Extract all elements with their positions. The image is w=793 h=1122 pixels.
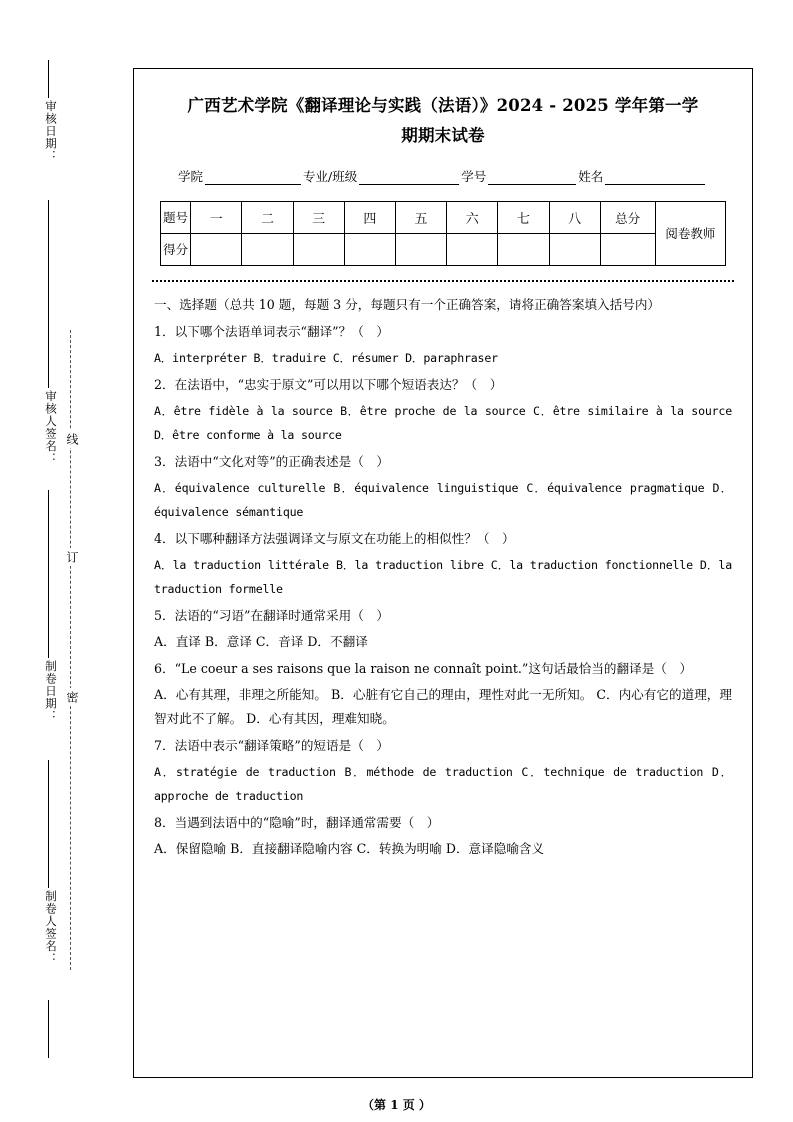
score-table-col-4: 四 bbox=[344, 202, 395, 234]
score-table-col-3: 三 bbox=[293, 202, 344, 234]
score-table-head-question bbox=[161, 202, 191, 234]
score-cell-6[interactable] bbox=[447, 234, 498, 266]
label-name: 姓名 bbox=[578, 169, 604, 184]
label-college: 学院 bbox=[178, 169, 204, 184]
score-table-col-1: 一 bbox=[191, 202, 242, 234]
question-options-1[interactable]: A．interpréter B．traduire C．résumer D．paraphraser bbox=[154, 351, 498, 365]
question-options-4[interactable]: A．la traduction littérale B．la traduction libre C．la traduction fonctionnelle D．la traduction formelle bbox=[154, 558, 732, 596]
score-table bbox=[160, 201, 726, 266]
page-title bbox=[156, 91, 730, 151]
question-stem-6: 6．“Le coeur a ses raisons que la raison ne connaît point.”这句话最恰当的翻译是（ ） bbox=[154, 661, 693, 676]
score-table-grader-cell[interactable]: 阅卷教师 bbox=[655, 202, 725, 266]
score-table-head-question-text: 题号 bbox=[163, 210, 189, 225]
field-name[interactable] bbox=[605, 171, 705, 185]
score-table-head-score bbox=[161, 234, 191, 266]
score-table-row-numbers bbox=[161, 202, 726, 234]
seal-word-ding: 订 bbox=[64, 548, 81, 566]
score-cell-4[interactable] bbox=[344, 234, 395, 266]
margin-label-producer-signature: 制卷人签名： bbox=[44, 890, 56, 965]
field-college[interactable] bbox=[205, 171, 301, 185]
score-cell-3[interactable] bbox=[293, 234, 344, 266]
question-options-6[interactable]: A．心有其理，非理之所能知。 B．心脏有它自己的理由，理性对此一无所知。 C．内心有它的道理，理智对此不了解。 D．心有其因，理难知晓。 bbox=[154, 687, 732, 726]
question-stem-1: 1．以下哪个法语单词表示“翻译”？（ ） bbox=[154, 324, 389, 339]
margin-rule-mid-1 bbox=[48, 200, 49, 388]
dotted-separator bbox=[152, 280, 734, 282]
margin-label-production-date: 制卷日期： bbox=[44, 660, 56, 723]
score-table-col-total: 总分 bbox=[600, 202, 655, 234]
section-heading: 一、选择题（总共 10 题，每题 3 分，每题只有一个正确答案，请将正确答案填入括号内） bbox=[154, 297, 661, 312]
question-stem-2: 2．在法语中，“忠实于原文”可以用以下哪个短语表达？（ ） bbox=[154, 377, 503, 392]
exam-paper-frame bbox=[133, 68, 753, 1078]
margin-rule-bottom-1 bbox=[48, 1000, 49, 1058]
question-options-2[interactable]: A．être fidèle à la source B．être proche de la source C．être similaire à la source D．être conforme à la source bbox=[154, 404, 732, 442]
score-cell-total[interactable] bbox=[600, 234, 655, 266]
score-table-col-6: 六 bbox=[447, 202, 498, 234]
score-table-col-7: 七 bbox=[498, 202, 549, 234]
seal-word-xian: 线 bbox=[64, 430, 81, 448]
score-table-col-8: 八 bbox=[549, 202, 600, 234]
student-info-line bbox=[176, 167, 726, 185]
margin-rule-top-1 bbox=[48, 60, 49, 98]
page-title-line2: 期期末试卷 bbox=[401, 126, 485, 145]
seal-dashed-line bbox=[70, 330, 71, 970]
margin-rule-mid-2 bbox=[48, 490, 49, 658]
score-cell-7[interactable] bbox=[498, 234, 549, 266]
margin-label-auditor-signature: 审核人签名： bbox=[44, 390, 56, 465]
margin-label-audit-date: 审核日期： bbox=[44, 100, 56, 163]
field-student-id[interactable] bbox=[488, 171, 576, 185]
question-stem-3: 3．法语中“文化对等”的正确表述是（ ） bbox=[154, 454, 389, 469]
question-stem-5: 5．法语的“习语”在翻译时通常采用（ ） bbox=[154, 608, 389, 623]
question-stem-8: 8．当遇到法语中的“隐喻”时，翻译通常需要（ ） bbox=[154, 815, 440, 830]
question-stem-7: 7．法语中表示“翻译策略”的短语是（ ） bbox=[154, 738, 389, 753]
seal-line-column bbox=[62, 330, 84, 970]
question-options-5[interactable]: A．直译 B．意译 C．音译 D．不翻译 bbox=[154, 634, 368, 649]
question-options-7[interactable]: A．stratégie de traduction B．méthode de traduction C．technique de traduction D．approche de traduction bbox=[154, 765, 732, 803]
label-student-id: 学号 bbox=[461, 169, 487, 184]
page-footer: （第 1 页 ） bbox=[362, 1098, 431, 1112]
question-stem-4: 4．以下哪种翻译方法强调译文与原文在功能上的相似性？（ ） bbox=[154, 531, 515, 546]
question-options-8[interactable]: A．保留隐喻 B．直接翻译隐喻内容 C．转换为明喻 D．意译隐喻含义 bbox=[154, 841, 545, 856]
score-cell-8[interactable] bbox=[549, 234, 600, 266]
label-major-class: 专业/班级 bbox=[303, 169, 358, 184]
question-body bbox=[154, 292, 732, 861]
score-table-row-scores bbox=[161, 234, 726, 266]
score-cell-1[interactable] bbox=[191, 234, 242, 266]
score-table-col-5: 五 bbox=[395, 202, 446, 234]
field-major-class[interactable] bbox=[359, 171, 459, 185]
page-title-line1: 广西艺术学院《翻译理论与实践（法语）》2024 - 2025 学年第一学 bbox=[187, 96, 699, 115]
margin-rule-mid-3 bbox=[48, 760, 49, 888]
question-options-3[interactable]: A．équivalence culturelle B．équivalence linguistique C．équivalence pragmatique D．équivalence sémantique bbox=[154, 481, 732, 519]
score-cell-5[interactable] bbox=[395, 234, 446, 266]
score-cell-2[interactable] bbox=[242, 234, 293, 266]
score-table-head-score-text: 得分 bbox=[163, 242, 189, 257]
seal-word-mi: 密 bbox=[64, 688, 81, 706]
score-table-col-2: 二 bbox=[242, 202, 293, 234]
